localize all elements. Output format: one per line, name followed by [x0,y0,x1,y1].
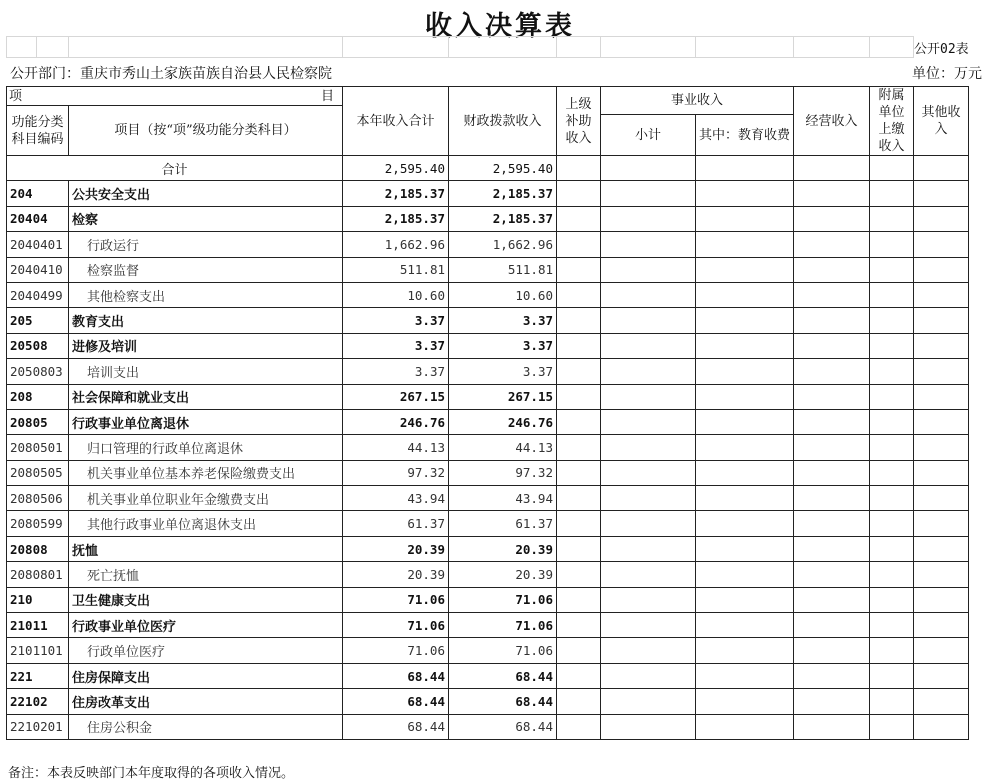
row-fiscal: 68.44 [449,663,557,688]
empty-cell [696,486,794,511]
row-name: 培训支出 [69,359,343,384]
row-code: 20808 [7,536,69,561]
table-row [7,257,969,282]
table-row [7,308,969,333]
table-row [7,232,969,257]
empty-cell [601,384,696,409]
total-row [7,156,969,181]
row-code: 20805 [7,409,69,434]
empty-cell [696,663,794,688]
empty-cell [914,613,969,638]
total-fiscal: 2,595.40 [449,156,557,181]
empty-cell [557,308,601,333]
empty-cell [557,689,601,714]
table-row [7,359,969,384]
empty-cell [794,282,870,307]
empty-cell [870,613,914,638]
empty-cell [914,409,969,434]
empty-cell [696,232,794,257]
empty-cell [696,333,794,358]
empty-cell [696,587,794,612]
empty-cell [914,638,969,663]
empty-cell [557,206,601,231]
table-row [7,206,969,231]
empty-cell [696,689,794,714]
fiscal-header: 财政拨款收入 [449,87,557,156]
table-row [7,435,969,460]
row-name: 进修及培训 [69,333,343,358]
empty-cell [914,282,969,307]
row-code: 22102 [7,689,69,714]
empty-cell [870,409,914,434]
row-total: 2,185.37 [343,206,449,231]
row-fiscal: 2,185.37 [449,206,557,231]
empty-cell [914,308,969,333]
row-fiscal: 44.13 [449,435,557,460]
superior-header: 上级补助收入 [557,87,601,156]
empty-cell [870,689,914,714]
edu-fee-header: 其中：教育收费 [696,115,794,156]
table-row [7,613,969,638]
table-row [7,638,969,663]
item-header-right: 目 [320,89,334,104]
empty-cell [870,435,914,460]
table-row [7,486,969,511]
empty-cell [914,587,969,612]
empty-cell [870,562,914,587]
page-title: 收入决算表 [425,11,575,42]
empty-cell [914,333,969,358]
row-code: 21011 [7,613,69,638]
row-code: 2080599 [7,511,69,536]
row-fiscal: 3.37 [449,308,557,333]
row-fiscal: 61.37 [449,511,557,536]
income-table [6,86,969,740]
empty-cell [557,435,601,460]
row-fiscal: 68.44 [449,714,557,739]
empty-cell [557,333,601,358]
empty-cell [557,663,601,688]
row-code: 204 [7,181,69,206]
empty-cell [870,308,914,333]
row-total: 71.06 [343,638,449,663]
footnote: 备注：本表反映部门本年度取得的各项收入情况。 [8,766,295,781]
empty-cell [794,206,870,231]
table-row [7,409,969,434]
row-name: 归口管理的行政单位离退休 [69,435,343,460]
empty-cell [601,409,696,434]
empty-cell [557,409,601,434]
empty-cell [870,206,914,231]
empty-cell [696,638,794,663]
empty-cell [601,181,696,206]
total-label: 合计 [7,156,343,181]
affiliate-header: 附属单位上缴收入 [870,87,914,156]
row-code: 2080505 [7,460,69,485]
row-code: 20404 [7,206,69,231]
empty-cell [914,486,969,511]
table-row [7,384,969,409]
empty-cell [601,486,696,511]
empty-cell [601,435,696,460]
table-row [7,333,969,358]
empty-cell [794,409,870,434]
empty-cell [601,536,696,561]
row-fiscal: 3.37 [449,333,557,358]
empty-cell [794,181,870,206]
empty-cell [870,638,914,663]
total-amount: 2,595.40 [343,156,449,181]
empty-cell [601,587,696,612]
row-fiscal: 2,185.37 [449,181,557,206]
empty-cell [601,333,696,358]
row-code: 221 [7,663,69,688]
row-code: 205 [7,308,69,333]
subtotal-header: 小计 [601,115,696,156]
empty-cell [696,359,794,384]
empty-cell [696,511,794,536]
empty-cell [794,384,870,409]
other-header: 其他收入 [914,87,969,156]
empty-cell [794,232,870,257]
row-fiscal: 20.39 [449,562,557,587]
empty-cell [870,511,914,536]
empty-cell [870,663,914,688]
row-name: 住房改革支出 [69,689,343,714]
row-fiscal: 71.06 [449,638,557,663]
empty-cell [557,486,601,511]
row-name: 行政事业单位离退休 [69,409,343,434]
row-name: 公共安全支出 [69,181,343,206]
empty-cell [557,587,601,612]
department-label: 公开部门：重庆市秀山土家族苗族自治县人民检察院 [10,66,332,82]
empty-cell [601,714,696,739]
empty-cell [794,257,870,282]
table-row [7,511,969,536]
row-total: 43.94 [343,486,449,511]
row-name: 教育支出 [69,308,343,333]
empty-cell [601,511,696,536]
empty-cell [601,638,696,663]
empty-cell [557,562,601,587]
row-name: 其他行政事业单位离退休支出 [69,511,343,536]
row-total: 511.81 [343,257,449,282]
row-name: 机关事业单位职业年金缴费支出 [69,486,343,511]
row-total: 3.37 [343,308,449,333]
row-code: 2080501 [7,435,69,460]
row-fiscal: 71.06 [449,587,557,612]
row-name: 其他检察支出 [69,282,343,307]
row-code: 2040499 [7,282,69,307]
row-total: 20.39 [343,562,449,587]
table-row [7,663,969,688]
empty-cell [696,257,794,282]
empty-cell [601,663,696,688]
business-header: 事业收入 [601,87,794,115]
empty-cell [794,689,870,714]
row-code: 20508 [7,333,69,358]
row-total: 1,662.96 [343,232,449,257]
empty-cell [601,282,696,307]
empty-cell [557,282,601,307]
empty-cell [914,359,969,384]
row-fiscal: 71.06 [449,613,557,638]
table-row [7,587,969,612]
empty-cell [914,435,969,460]
empty-cell [557,460,601,485]
empty-cell [696,308,794,333]
row-total: 61.37 [343,511,449,536]
row-name: 社会保障和就业支出 [69,384,343,409]
empty-cell [601,562,696,587]
row-fiscal: 20.39 [449,536,557,561]
row-name: 住房保障支出 [69,663,343,688]
empty-cell [696,460,794,485]
row-total: 2,185.37 [343,181,449,206]
empty-cell [601,460,696,485]
empty-cell [557,638,601,663]
row-fiscal: 267.15 [449,384,557,409]
row-fiscal: 3.37 [449,359,557,384]
empty-cell [914,714,969,739]
empty-cell [557,714,601,739]
empty-cell [557,384,601,409]
empty-cell [794,460,870,485]
row-code: 2101101 [7,638,69,663]
empty-cell [696,181,794,206]
empty-cell [870,181,914,206]
empty-cell [696,409,794,434]
table-row [7,282,969,307]
empty-cell [601,359,696,384]
row-total: 71.06 [343,613,449,638]
empty-cell [870,384,914,409]
row-total: 3.37 [343,333,449,358]
empty-cell [914,460,969,485]
empty-cell [794,435,870,460]
name-header: 项目（按“项”级功能分类科目） [69,106,343,156]
empty-cell [601,232,696,257]
row-total: 246.76 [343,409,449,434]
empty-cell [870,460,914,485]
row-name: 行政单位医疗 [69,638,343,663]
row-fiscal: 43.94 [449,486,557,511]
empty-cell [601,689,696,714]
empty-cell [914,206,969,231]
row-name: 检察监督 [69,257,343,282]
row-fiscal: 511.81 [449,257,557,282]
empty-cell [914,562,969,587]
unit-label: 单位：万元 [912,66,982,82]
empty-cell [601,257,696,282]
row-name: 卫生健康支出 [69,587,343,612]
table-row [7,714,969,739]
row-total: 10.60 [343,282,449,307]
empty-cell [870,486,914,511]
empty-cell [557,613,601,638]
row-code: 2210201 [7,714,69,739]
empty-cell [601,206,696,231]
empty-cell [557,181,601,206]
row-total: 68.44 [343,689,449,714]
table-row [7,689,969,714]
row-fiscal: 10.60 [449,282,557,307]
table-row [7,562,969,587]
row-fiscal: 246.76 [449,409,557,434]
table-row [7,536,969,561]
empty-cell [914,511,969,536]
code-header: 功能分类科目编码 [7,106,69,156]
row-total: 20.39 [343,536,449,561]
empty-cell [914,689,969,714]
row-code: 208 [7,384,69,409]
row-fiscal: 97.32 [449,460,557,485]
empty-cell [696,613,794,638]
empty-cell [696,536,794,561]
empty-cell [601,308,696,333]
table-number: 公开02表 [914,41,969,57]
row-name: 死亡抚恤 [69,562,343,587]
row-code: 2050803 [7,359,69,384]
row-name: 行政运行 [69,232,343,257]
spreadsheet-gridlines [6,36,969,58]
row-name: 机关事业单位基本养老保险缴费支出 [69,460,343,485]
empty-cell [696,714,794,739]
total-header: 本年收入合计 [343,87,449,156]
empty-cell [870,333,914,358]
empty-cell [914,181,969,206]
item-header-left: 项 [9,89,23,104]
empty-cell [557,232,601,257]
empty-cell [870,536,914,561]
row-code: 2080801 [7,562,69,587]
row-total: 97.32 [343,460,449,485]
item-header [7,87,343,106]
empty-cell [557,257,601,282]
empty-cell [794,613,870,638]
empty-cell [870,232,914,257]
empty-cell [794,638,870,663]
empty-cell [557,359,601,384]
empty-cell [870,359,914,384]
empty-cell [870,282,914,307]
row-fiscal: 1,662.96 [449,232,557,257]
empty-cell [794,587,870,612]
row-total: 68.44 [343,714,449,739]
empty-cell [914,232,969,257]
empty-cell [557,511,601,536]
empty-cell [870,714,914,739]
empty-cell [794,562,870,587]
row-total: 3.37 [343,359,449,384]
row-total: 267.15 [343,384,449,409]
empty-cell [794,359,870,384]
row-code: 210 [7,587,69,612]
empty-cell [794,511,870,536]
row-total: 71.06 [343,587,449,612]
empty-cell [794,536,870,561]
empty-cell [794,714,870,739]
empty-cell [914,384,969,409]
row-fiscal: 68.44 [449,689,557,714]
empty-cell [794,663,870,688]
empty-cell [696,435,794,460]
row-total: 44.13 [343,435,449,460]
empty-cell [696,384,794,409]
row-name: 检察 [69,206,343,231]
table-row [7,181,969,206]
empty-cell [696,206,794,231]
empty-cell [557,536,601,561]
row-name: 住房公积金 [69,714,343,739]
empty-cell [914,536,969,561]
empty-cell [870,587,914,612]
empty-cell [601,613,696,638]
row-code: 2040410 [7,257,69,282]
empty-cell [794,486,870,511]
operating-header: 经营收入 [794,87,870,156]
row-total: 68.44 [343,663,449,688]
empty-cell [914,663,969,688]
row-code: 2040401 [7,232,69,257]
row-name: 行政事业单位医疗 [69,613,343,638]
empty-cell [870,257,914,282]
empty-cell [794,308,870,333]
table-row [7,460,969,485]
empty-cell [794,333,870,358]
empty-cell [914,257,969,282]
empty-cell [696,562,794,587]
row-name: 抚恤 [69,536,343,561]
row-code: 2080506 [7,486,69,511]
empty-cell [696,282,794,307]
